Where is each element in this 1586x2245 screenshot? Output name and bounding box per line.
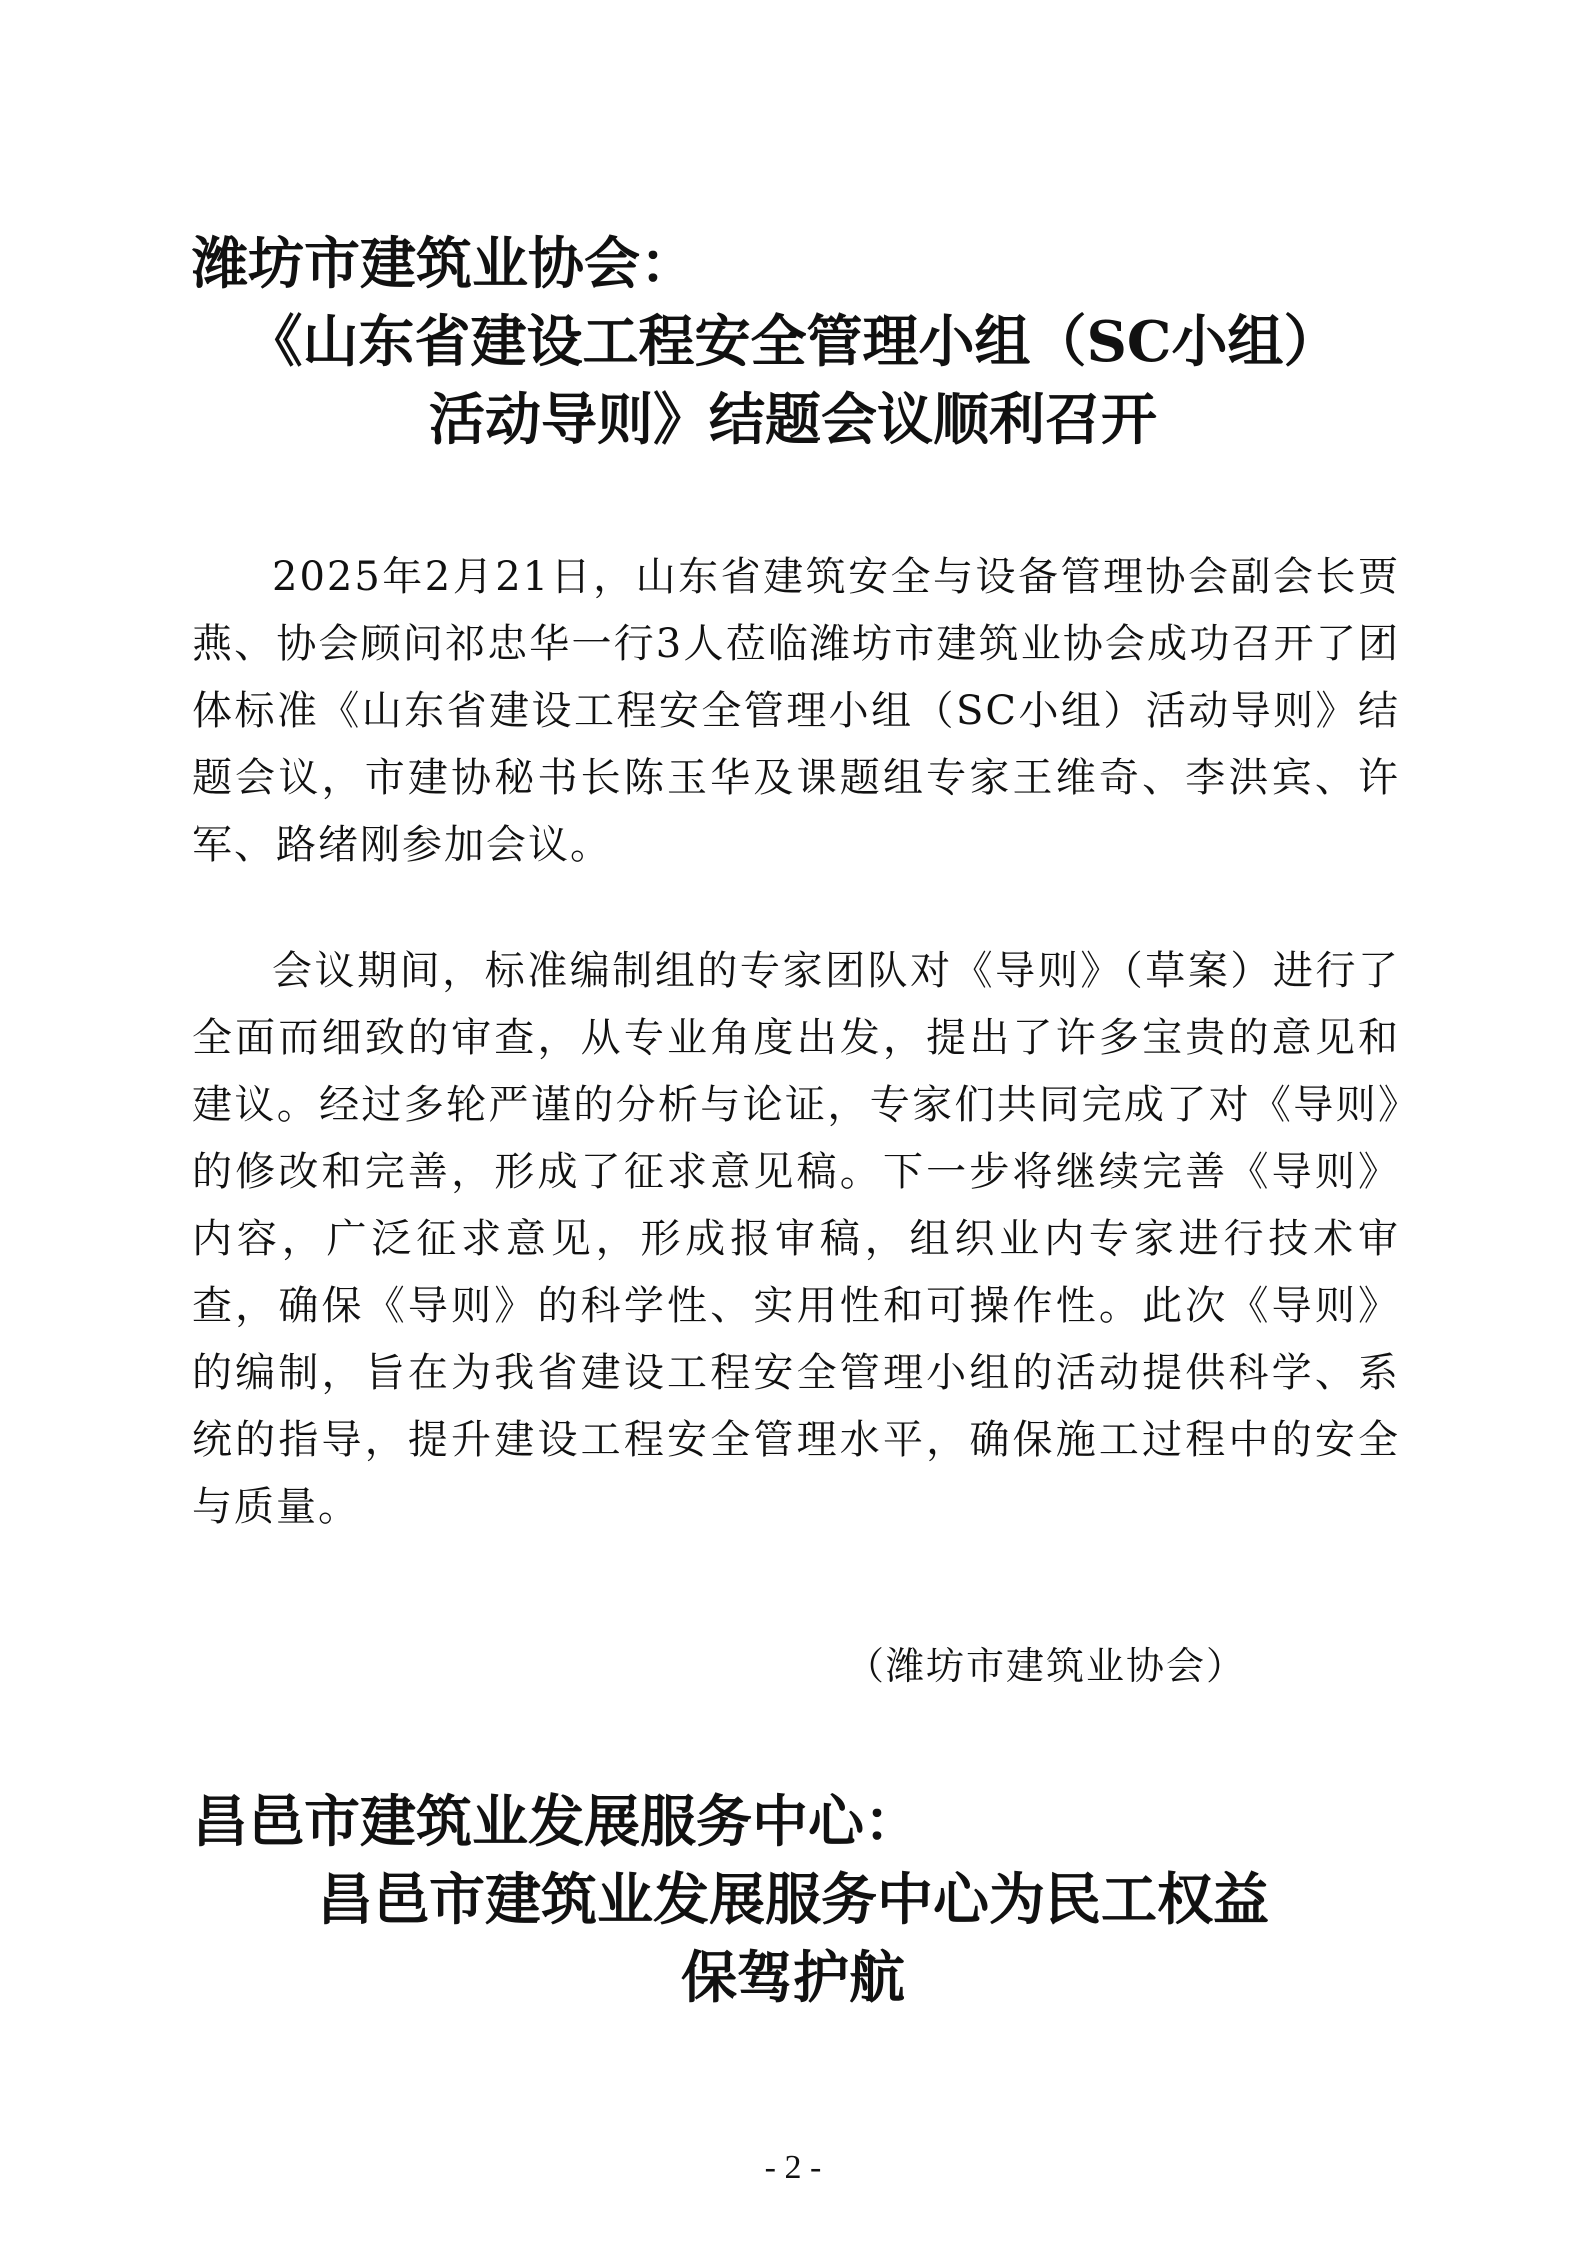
article2-title-line1: 昌邑市建筑业发展服务中心为民工权益	[317, 1867, 1269, 1933]
article1-title-line1: 《山东省建设工程安全管理小组（SC小组）	[246, 309, 1340, 375]
article1-title-line2: 活动导则》结题会议顺利召开	[429, 387, 1157, 453]
article1-source-note: （潍坊市建筑业协会）	[845, 1644, 1246, 1688]
article1-paragraph-2: 会议期间，标准编制组的专家团队对《导则》（草案）进行了全面而细致的审查，从专业角度出发，提出了许多宝贵的意见和建议。经过多轮严谨的分析与论证，专家们共同完成了对《导则》的修改和完善，形成了征求意见稿。下一步将继续完善《导则》内容，广泛征求意见，形成报审稿，组织业内专家进行技术审查，确保《导则》的科学性、实用性和可操作性。此次《导则》的编制，旨在为我省建设工程安全管理小组的活动提供科学、系统的指导，提升建设工程安全管理水平，确保施工过程中的安全与质量。	[192, 948, 1400, 1530]
article2-heading-source: 昌邑市建筑业发展服务中心：	[192, 1789, 920, 1855]
page-number: - 2 -	[764, 2149, 822, 2186]
article1-paragraph-1: 2025年2月21日，山东省建筑安全与设备管理协会副会长贾燕、协会顾问祁忠华一行3人莅临潍坊市建筑业协会成功召开了团体标准《山东省建设工程安全管理小组（SC小组）活动导则》结题会议，市建协秘书长陈玉华及课题组专家王维奇、李洪宾、许军、路绪刚参加会议。	[192, 554, 1400, 868]
article2-title-line2: 保驾护航	[681, 1945, 905, 2011]
article1-heading-source: 潍坊市建筑业协会：	[192, 231, 696, 297]
